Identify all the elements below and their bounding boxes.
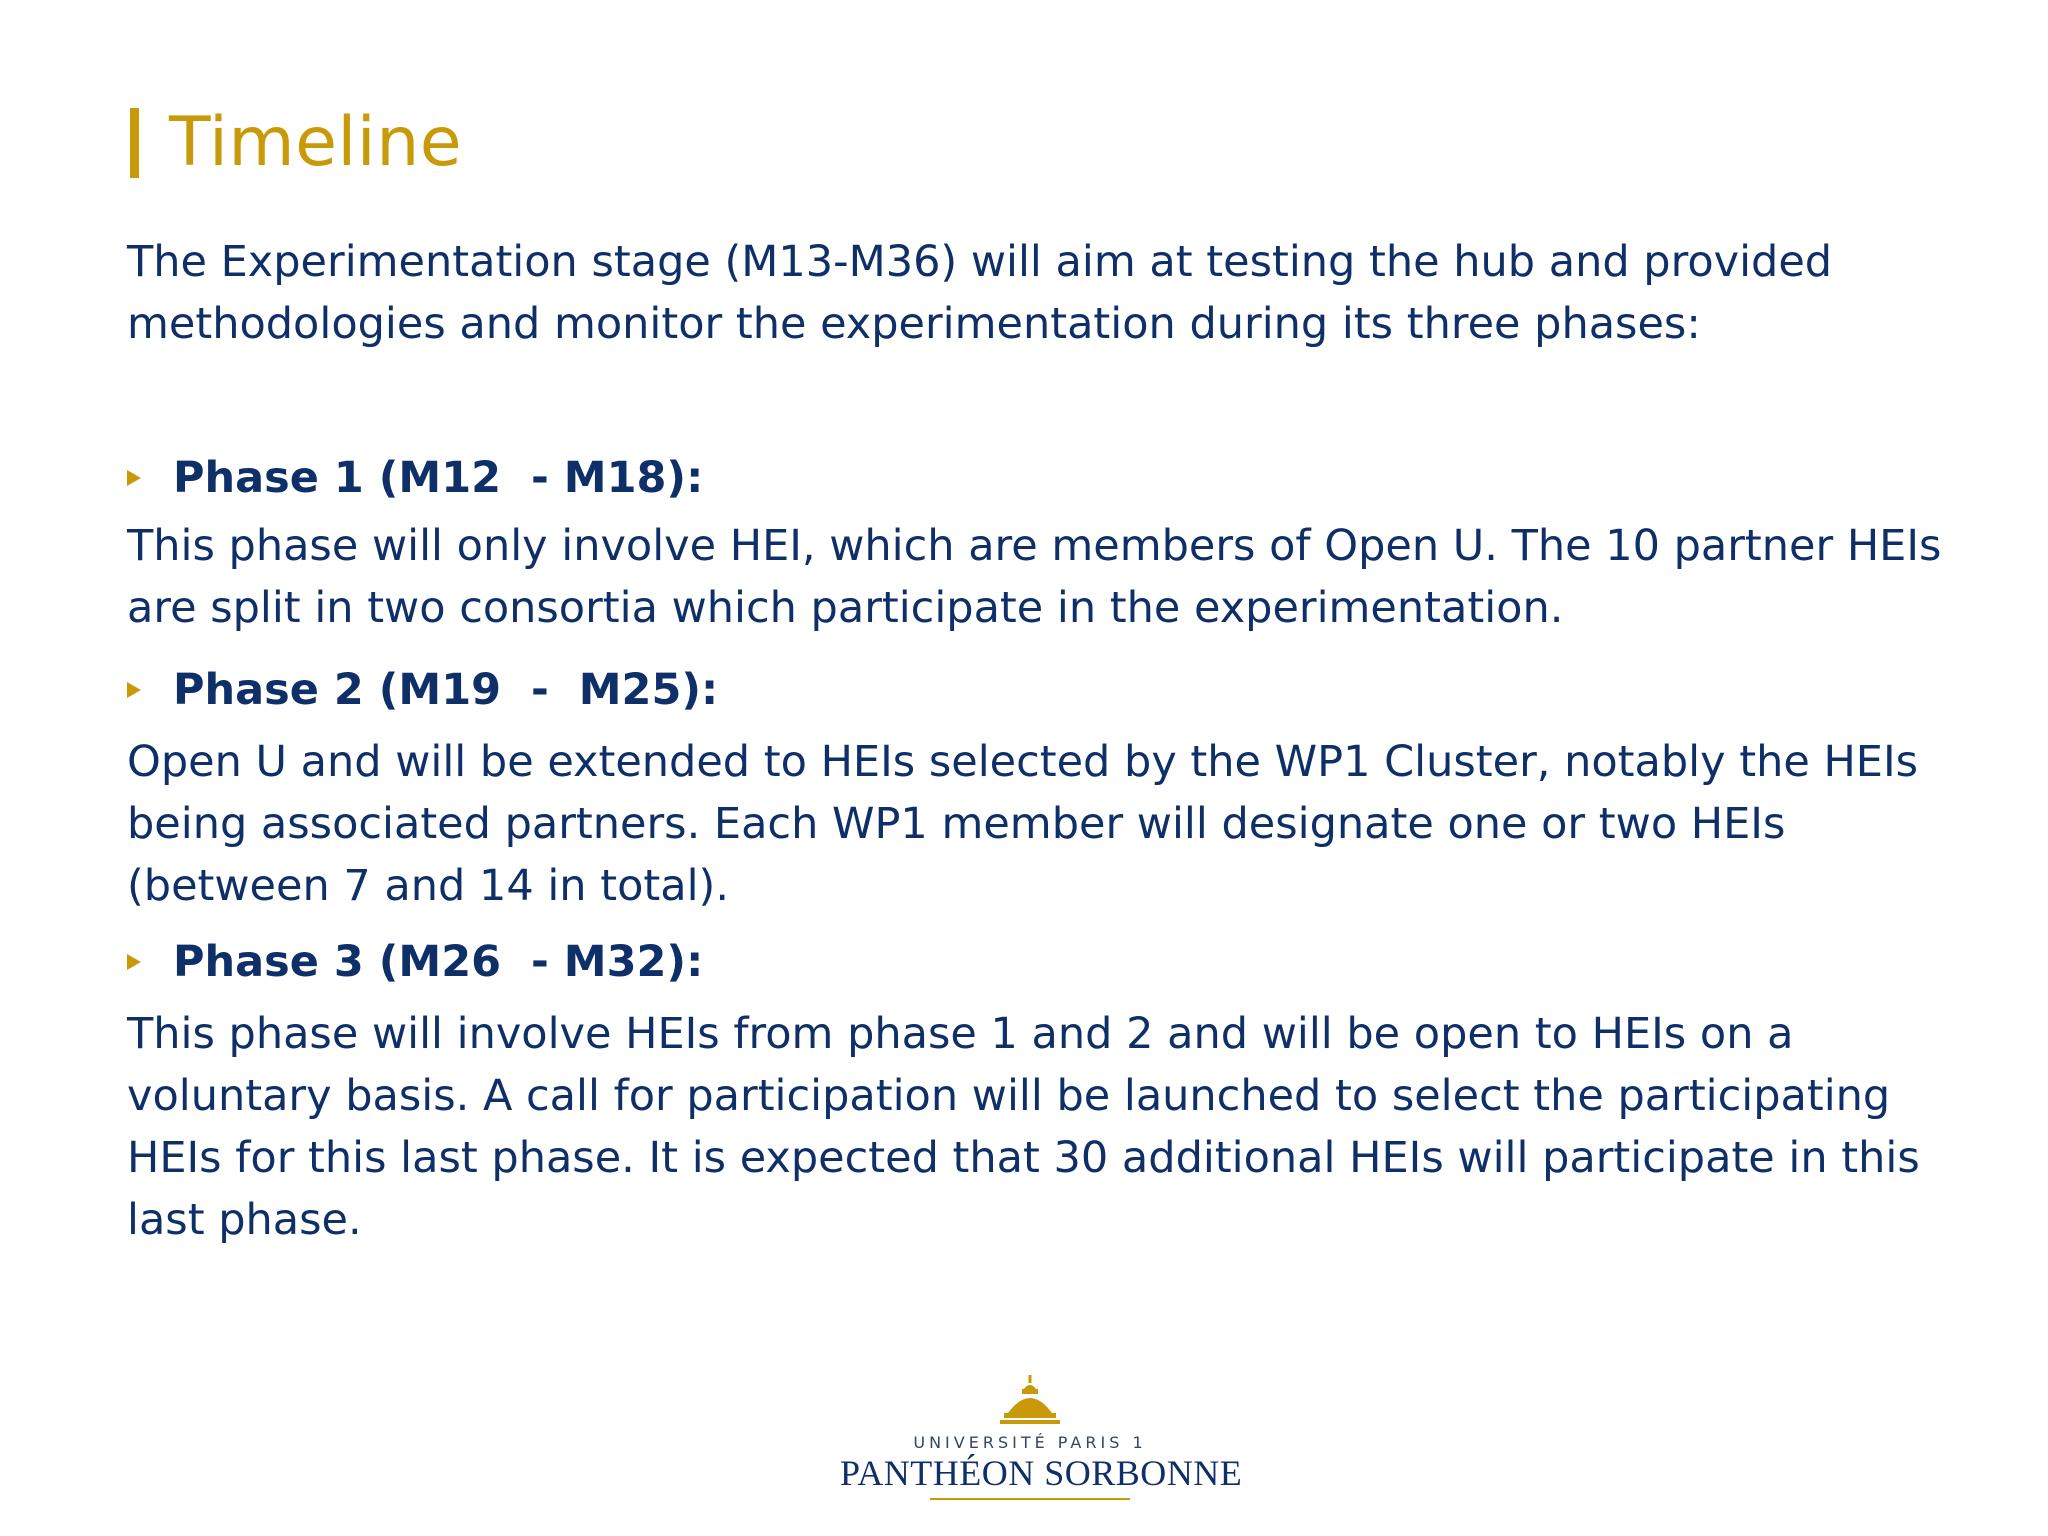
phase-2-label: Phase 2 (M19 - M25): [173, 665, 719, 715]
phase-1-label: Phase 1 (M12 - M18): [173, 453, 704, 503]
triangle-right-icon [127, 954, 141, 970]
university-logo [840, 1375, 1243, 1515]
phase-1-heading [127, 448, 703, 508]
phase-3-heading [127, 932, 703, 992]
phase-3-label: Phase 3 (M26 - M32): [173, 937, 704, 987]
title-block [130, 102, 462, 184]
logo-underline [930, 1498, 1130, 1500]
logo-line-2: PANTHÉON SORBONNE [840, 1453, 1243, 1493]
phase-2-heading [127, 660, 718, 720]
phase-1-description: This phase will only involve HEI, which are members of Open U. The 10 partner HEIs are split in two consortia which participate in the experimentation. [127, 521, 1942, 633]
phase-3-description: This phase will involve HEIs from phase 1 and 2 and will be open to HEIs on a voluntary basis. A call for participation will be launched to select the participating HEIs for this last phase. It is expected that 30 additional HEIs will participate in this last phase. [127, 1009, 1920, 1245]
triangle-right-icon [127, 682, 141, 698]
phase-2-description: Open U and will be extended to HEIs selected by the WP1 Cluster, notably the HEIs being associated partners. Each WP1 member will designate one or two HEIs (between 7 and 14 in total). [127, 737, 1919, 911]
title-accent-bar [130, 108, 139, 178]
triangle-right-icon [127, 470, 141, 486]
intro-paragraph: The Experimentation stage (M13-M36) will aim at testing the hub and provided methodologies and monitor the experimentation during its three phases: [127, 237, 1833, 349]
logo-line-1: UNIVERSITÉ PARIS 1 [913, 1433, 1147, 1452]
pantheon-dome-icon [1000, 1375, 1060, 1427]
slide-title: Timeline [169, 103, 463, 182]
